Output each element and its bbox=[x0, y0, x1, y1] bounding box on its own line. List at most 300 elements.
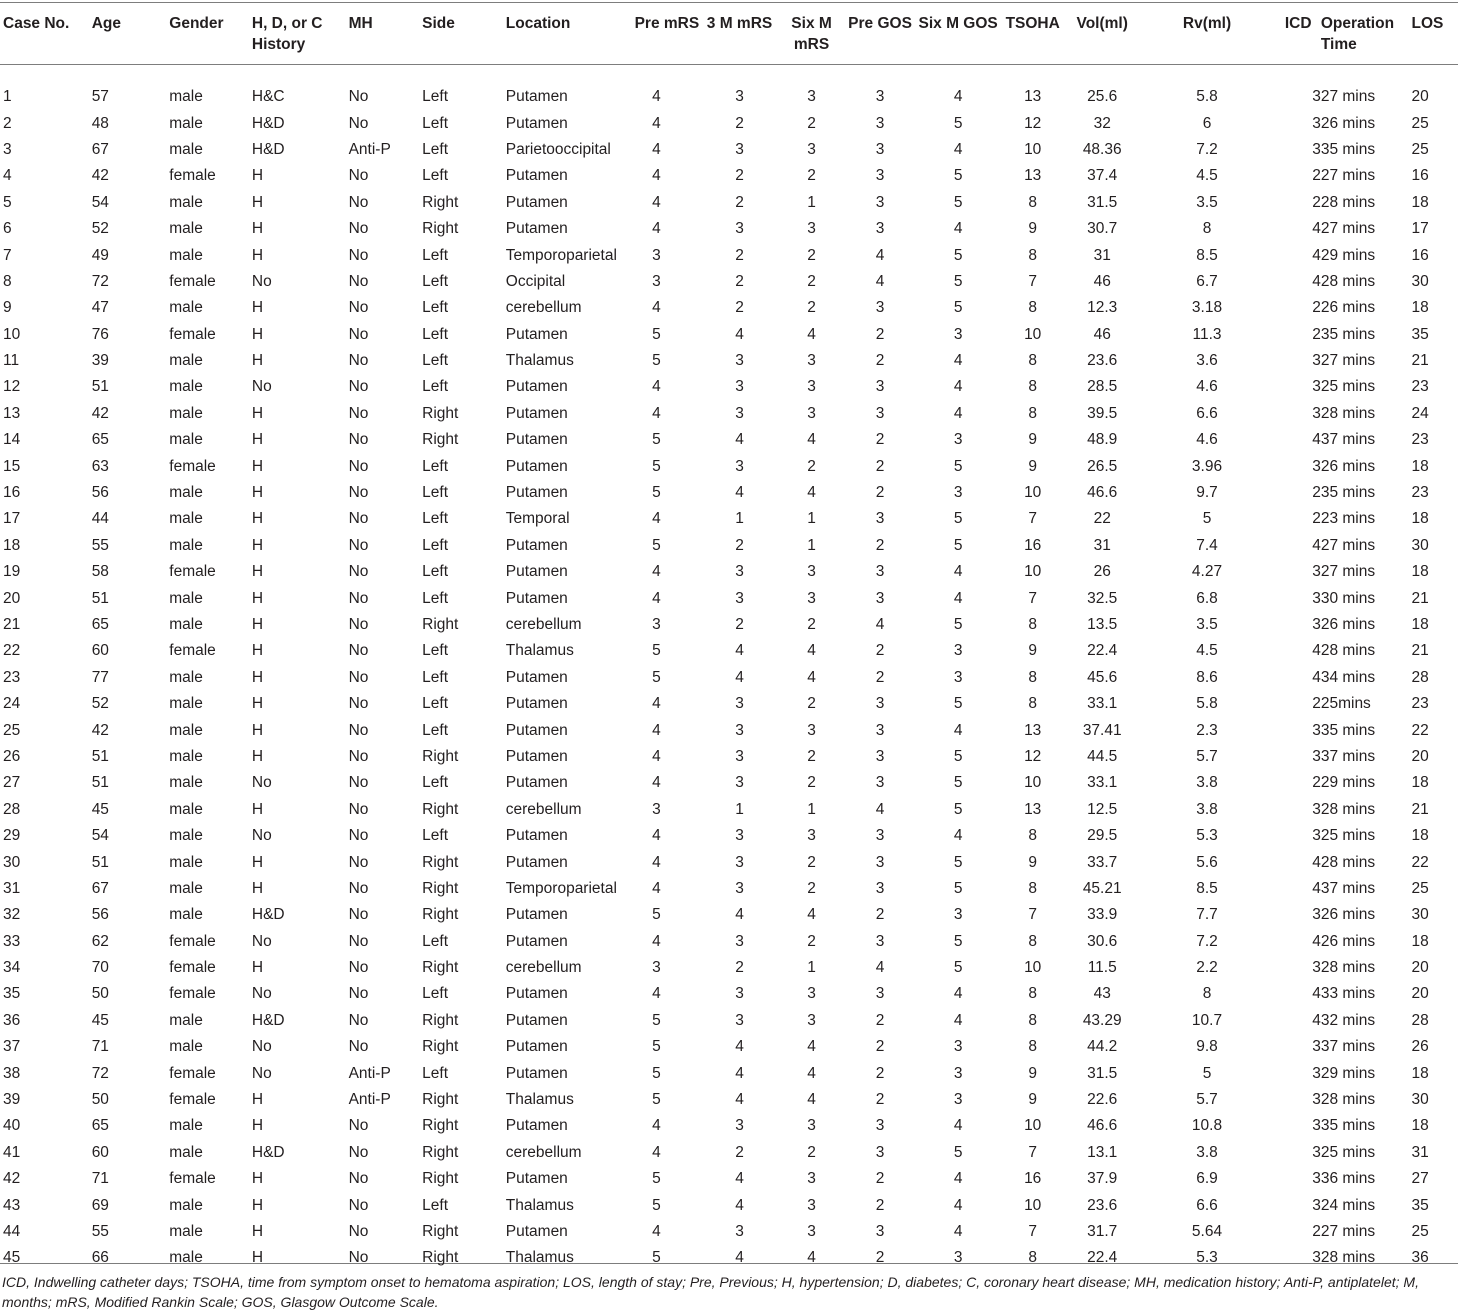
cell-case-no: 25 bbox=[3, 721, 21, 739]
cell-vol: 26 bbox=[1093, 563, 1111, 581]
cell-icd: 3 bbox=[1312, 1038, 1321, 1056]
cell-operation-time: 32 mins bbox=[1320, 1011, 1376, 1029]
cell-history: H bbox=[251, 246, 264, 264]
cell-six-m-gos: 4 bbox=[953, 1196, 963, 1214]
cell-location: Putamen bbox=[505, 536, 568, 554]
cell-mh: No bbox=[348, 325, 369, 343]
cell-case-no: 14 bbox=[3, 431, 21, 449]
cell-3m-mrs: 3 bbox=[735, 1117, 744, 1135]
cell-case-no: 32 bbox=[3, 906, 21, 924]
cell-six-m-mrs: 4 bbox=[807, 906, 816, 924]
cell-gender: female bbox=[169, 959, 216, 977]
cell-side: Left bbox=[422, 378, 448, 396]
cell-tsoha: 7 bbox=[1028, 1222, 1037, 1240]
cell-location: Parietooccipital bbox=[505, 140, 611, 158]
cell-los: 18 bbox=[1411, 774, 1429, 792]
cell-mh: No bbox=[348, 510, 369, 528]
cell-vol: 48.36 bbox=[1082, 140, 1122, 158]
cell-side: Left bbox=[422, 932, 448, 950]
cell-rv: 6.7 bbox=[1196, 272, 1218, 290]
cell-los: 23 bbox=[1411, 484, 1429, 502]
cell-pre-mrs: 4 bbox=[652, 1143, 661, 1161]
cell-los: 20 bbox=[1411, 747, 1429, 765]
cell-age: 65 bbox=[91, 1117, 109, 1135]
cell-history: No bbox=[251, 272, 272, 290]
column-header-six-m-mrs: Six M mRS bbox=[791, 15, 832, 53]
cell-vol: 32 bbox=[1093, 114, 1111, 132]
cell-side: Right bbox=[422, 1011, 459, 1029]
table-footnote: ICD, Indwelling catheter days; TSOHA, time from symptom onset to hematoma aspiration; LOS, length of stay; Pre, Previous; H, hypertension; D, diabetes; C, coronary heart disease; MH, medication history; Anti-P, antiplatelet; M, months; mRS, Modified Rankin Scale; GOS, Glasgow Outcome Scale. bbox=[2, 1274, 1419, 1310]
cell-case-no: 34 bbox=[3, 959, 21, 977]
cell-pre-gos: 3 bbox=[875, 140, 885, 158]
cell-tsoha: 7 bbox=[1028, 906, 1037, 924]
cell-side: Right bbox=[422, 616, 459, 633]
table-row bbox=[0, 981, 1458, 1007]
cell-tsoha: 9 bbox=[1028, 220, 1037, 238]
cell-tsoha: 10 bbox=[1024, 325, 1042, 343]
cell-case-no: 19 bbox=[3, 563, 21, 581]
table-row bbox=[0, 1113, 1458, 1139]
cell-history: No bbox=[251, 774, 272, 792]
cell-pre-mrs: 4 bbox=[652, 88, 661, 106]
cell-operation-time: 29 mins bbox=[1320, 1064, 1376, 1082]
cell-operation-time: 28 mins bbox=[1320, 272, 1376, 290]
cell-rv: 3.5 bbox=[1196, 616, 1218, 633]
cell-age: 51 bbox=[91, 378, 109, 396]
cell-case-no: 40 bbox=[3, 1117, 21, 1135]
cell-location: Putamen bbox=[505, 695, 568, 713]
cell-pre-gos: 3 bbox=[875, 1143, 885, 1161]
cell-icd: 2 bbox=[1312, 1222, 1321, 1240]
cell-side: Left bbox=[422, 140, 448, 158]
cell-six-m-gos: 4 bbox=[953, 721, 963, 739]
cell-history: H bbox=[251, 299, 264, 317]
cell-gender: male bbox=[169, 695, 203, 713]
cell-location: Thalamus bbox=[505, 1249, 574, 1267]
cell-location: Thalamus bbox=[505, 352, 574, 370]
cell-case-no: 23 bbox=[3, 668, 21, 686]
cell-age: 72 bbox=[91, 272, 109, 290]
cell-six-m-mrs: 3 bbox=[807, 220, 816, 238]
cell-3m-mrs: 3 bbox=[735, 747, 744, 765]
cell-gender: male bbox=[169, 827, 203, 845]
cell-history: H bbox=[251, 879, 264, 897]
cell-six-m-gos: 4 bbox=[953, 378, 963, 396]
cell-3m-mrs: 3 bbox=[735, 88, 744, 106]
cell-vol: 22.4 bbox=[1087, 642, 1118, 660]
cell-case-no: 35 bbox=[3, 985, 21, 1003]
cell-operation-time: 26 mins bbox=[1320, 616, 1376, 633]
cell-pre-mrs: 4 bbox=[652, 404, 661, 422]
cell-tsoha: 7 bbox=[1028, 589, 1037, 607]
cell-pre-gos: 3 bbox=[875, 510, 885, 528]
cell-location: cerebellum bbox=[505, 1143, 582, 1161]
cell-six-m-gos: 3 bbox=[953, 668, 963, 686]
cell-age: 45 bbox=[91, 800, 109, 818]
cell-side: Right bbox=[422, 1038, 459, 1056]
cell-icd: 4 bbox=[1312, 431, 1321, 449]
cell-age: 65 bbox=[91, 431, 109, 449]
cell-icd: 3 bbox=[1312, 1117, 1321, 1135]
cell-los: 35 bbox=[1411, 325, 1429, 343]
table-row bbox=[0, 453, 1458, 479]
cell-location: Putamen bbox=[505, 88, 568, 106]
cell-case-no: 44 bbox=[3, 1222, 21, 1240]
cell-age: 51 bbox=[91, 774, 109, 792]
cell-pre-gos: 2 bbox=[875, 1011, 885, 1029]
cell-pre-mrs: 4 bbox=[652, 193, 661, 211]
cell-age: 66 bbox=[91, 1249, 109, 1267]
cell-rv: 3.8 bbox=[1196, 1143, 1218, 1161]
cell-tsoha: 9 bbox=[1028, 1091, 1037, 1109]
cell-rv: 4.5 bbox=[1196, 167, 1218, 185]
cell-history: H bbox=[251, 1170, 264, 1188]
cell-six-m-mrs: 3 bbox=[807, 352, 816, 370]
cell-six-m-gos: 5 bbox=[953, 853, 963, 871]
cell-tsoha: 13 bbox=[1024, 800, 1042, 818]
cell-mh: No bbox=[348, 563, 369, 581]
cell-gender: male bbox=[169, 721, 203, 739]
cell-case-no: 10 bbox=[3, 325, 21, 343]
cell-tsoha: 10 bbox=[1024, 140, 1042, 158]
cell-history: H bbox=[251, 589, 264, 607]
cell-pre-mrs: 4 bbox=[652, 563, 661, 581]
cell-case-no: 29 bbox=[3, 827, 21, 845]
cell-rv: 6.9 bbox=[1196, 1170, 1218, 1188]
cell-pre-mrs: 4 bbox=[652, 114, 661, 132]
cell-mh: No bbox=[348, 378, 369, 396]
cell-pre-gos: 3 bbox=[875, 378, 885, 396]
cell-case-no: 15 bbox=[3, 457, 21, 475]
cell-tsoha: 9 bbox=[1028, 431, 1037, 449]
cell-pre-gos: 2 bbox=[875, 1249, 885, 1267]
cell-gender: male bbox=[169, 193, 203, 211]
cell-icd: 2 bbox=[1312, 193, 1321, 211]
cell-3m-mrs: 4 bbox=[735, 906, 744, 924]
cell-side: Left bbox=[422, 563, 448, 581]
cell-six-m-mrs: 3 bbox=[807, 378, 816, 396]
column-header-age: Age bbox=[91, 15, 121, 32]
cell-pre-mrs: 4 bbox=[652, 510, 661, 528]
cell-gender: male bbox=[169, 1038, 203, 1056]
cell-case-no: 39 bbox=[3, 1091, 21, 1109]
cell-vol: 22.6 bbox=[1087, 1091, 1118, 1109]
column-header-operation-time: Operation Time bbox=[1320, 15, 1395, 53]
cell-rv: 6.8 bbox=[1196, 589, 1218, 607]
cell-tsoha: 8 bbox=[1028, 1011, 1037, 1029]
cell-mh: Anti-P bbox=[348, 1064, 391, 1082]
cell-location: Putamen bbox=[505, 563, 568, 581]
cell-rv: 2.2 bbox=[1196, 959, 1218, 977]
cell-tsoha: 8 bbox=[1028, 932, 1037, 950]
cell-pre-mrs: 4 bbox=[652, 167, 661, 185]
cell-vol: 12.3 bbox=[1087, 299, 1118, 317]
cell-pre-mrs: 4 bbox=[652, 747, 661, 765]
cell-3m-mrs: 3 bbox=[735, 721, 744, 739]
cell-pre-mrs: 4 bbox=[652, 220, 661, 238]
cell-rv: 3.8 bbox=[1196, 800, 1218, 818]
cell-los: 18 bbox=[1411, 510, 1429, 528]
cell-six-m-mrs: 3 bbox=[807, 140, 816, 158]
cell-pre-mrs: 3 bbox=[652, 272, 661, 290]
cell-los: 18 bbox=[1411, 299, 1429, 317]
cell-vol: 48.9 bbox=[1087, 431, 1118, 449]
cell-vol: 30.7 bbox=[1087, 220, 1118, 238]
cell-operation-time: 34 mins bbox=[1320, 668, 1376, 686]
cell-age: 76 bbox=[91, 325, 109, 343]
cell-history: H&D bbox=[251, 140, 285, 158]
cell-history: H bbox=[251, 616, 264, 633]
cell-case-no: 30 bbox=[3, 853, 21, 871]
cell-pre-mrs: 5 bbox=[652, 1038, 661, 1056]
table-row bbox=[0, 744, 1458, 770]
cell-gender: male bbox=[169, 1143, 203, 1161]
cell-los: 30 bbox=[1411, 536, 1429, 554]
cell-gender: male bbox=[169, 589, 203, 607]
cell-six-m-gos: 4 bbox=[953, 827, 963, 845]
cell-rv: 9.8 bbox=[1196, 1038, 1218, 1056]
cell-rv: 5.7 bbox=[1196, 747, 1218, 765]
table-row bbox=[0, 137, 1458, 163]
cell-case-no: 13 bbox=[3, 404, 21, 422]
cell-case-no: 43 bbox=[3, 1196, 21, 1214]
cell-side: Left bbox=[422, 325, 448, 343]
column-header-location: Location bbox=[505, 15, 571, 32]
cell-case-no: 42 bbox=[3, 1170, 21, 1188]
cell-six-m-mrs: 2 bbox=[807, 167, 816, 185]
cell-pre-mrs: 3 bbox=[652, 800, 661, 818]
cell-age: 56 bbox=[91, 906, 109, 924]
cell-vol: 31 bbox=[1093, 536, 1111, 554]
cell-3m-mrs: 3 bbox=[735, 774, 744, 792]
cell-age: 67 bbox=[91, 879, 109, 897]
cell-los: 18 bbox=[1411, 457, 1429, 475]
cell-mh: No bbox=[348, 985, 369, 1003]
cell-3m-mrs: 3 bbox=[735, 695, 744, 713]
cell-age: 54 bbox=[91, 193, 109, 211]
cell-tsoha: 12 bbox=[1024, 747, 1042, 765]
cell-los: 30 bbox=[1411, 1091, 1429, 1109]
cell-pre-mrs: 5 bbox=[652, 1249, 661, 1267]
cell-operation-time: 25 mins bbox=[1320, 1143, 1376, 1161]
cell-history: H bbox=[251, 642, 264, 660]
cell-pre-gos: 3 bbox=[875, 167, 885, 185]
cell-side: Right bbox=[422, 220, 459, 238]
cell-icd: 3 bbox=[1312, 1143, 1321, 1161]
cell-mh: No bbox=[348, 853, 369, 871]
cell-operation-time: 28 mins bbox=[1320, 853, 1376, 871]
cell-icd: 3 bbox=[1312, 404, 1321, 422]
cell-age: 42 bbox=[91, 721, 109, 739]
cell-case-no: 2 bbox=[3, 114, 12, 132]
cell-six-m-mrs: 3 bbox=[807, 1222, 816, 1240]
cell-operation-time: 27 mins bbox=[1320, 167, 1376, 185]
cell-tsoha: 9 bbox=[1028, 642, 1037, 660]
cell-los: 28 bbox=[1411, 668, 1429, 686]
cell-case-no: 33 bbox=[3, 932, 21, 950]
cell-tsoha: 8 bbox=[1028, 1038, 1037, 1056]
cell-side: Right bbox=[422, 404, 459, 422]
cell-side: Left bbox=[422, 484, 448, 502]
cell-six-m-gos: 5 bbox=[953, 800, 963, 818]
cell-mh: No bbox=[348, 457, 369, 475]
cell-six-m-gos: 5 bbox=[953, 774, 963, 792]
cell-age: 72 bbox=[91, 1064, 109, 1082]
cell-vol: 31.5 bbox=[1087, 1064, 1118, 1082]
table-row bbox=[0, 1087, 1458, 1113]
cell-side: Right bbox=[422, 747, 459, 765]
cell-rv: 7.7 bbox=[1196, 906, 1218, 924]
cell-rv: 3.8 bbox=[1196, 774, 1218, 792]
cell-six-m-gos: 4 bbox=[953, 1170, 963, 1188]
cell-pre-gos: 3 bbox=[875, 695, 885, 713]
cell-case-no: 4 bbox=[3, 167, 12, 185]
cell-mh: No bbox=[348, 800, 369, 818]
cell-3m-mrs: 3 bbox=[735, 853, 744, 871]
cell-gender: female bbox=[169, 1170, 216, 1188]
cell-los: 21 bbox=[1411, 352, 1429, 370]
cell-pre-mrs: 5 bbox=[652, 1011, 661, 1029]
cell-gender: male bbox=[169, 431, 203, 449]
cell-los: 17 bbox=[1411, 220, 1429, 238]
cell-gender: male bbox=[169, 1011, 203, 1029]
table-row bbox=[0, 190, 1458, 216]
cell-six-m-gos: 5 bbox=[953, 299, 963, 317]
cell-age: 55 bbox=[91, 1222, 109, 1240]
cell-icd: 2 bbox=[1312, 774, 1321, 792]
cell-gender: male bbox=[169, 246, 203, 264]
table-row bbox=[0, 506, 1458, 532]
cell-case-no: 8 bbox=[3, 272, 12, 290]
cell-history: H bbox=[251, 747, 264, 765]
cell-pre-gos: 4 bbox=[875, 800, 885, 818]
cell-operation-time: 27 mins bbox=[1320, 1222, 1376, 1240]
cell-pre-mrs: 5 bbox=[652, 457, 661, 475]
cell-age: 60 bbox=[91, 1143, 109, 1161]
cell-six-m-gos: 5 bbox=[953, 879, 963, 897]
cell-mh: No bbox=[348, 879, 369, 897]
cell-operation-time: 27 mins bbox=[1320, 352, 1376, 370]
cell-location: Putamen bbox=[505, 431, 568, 449]
cell-pre-gos: 4 bbox=[875, 616, 885, 633]
cell-pre-gos: 2 bbox=[875, 431, 885, 449]
cell-operation-time: 37 mins bbox=[1320, 747, 1376, 765]
cell-gender: male bbox=[169, 879, 203, 897]
cell-location: Putamen bbox=[505, 668, 568, 686]
data-table bbox=[0, 3, 1458, 1272]
cell-history: H bbox=[251, 193, 264, 211]
cell-side: Right bbox=[422, 431, 459, 449]
cell-los: 20 bbox=[1411, 959, 1429, 977]
cell-six-m-mrs: 4 bbox=[807, 1038, 816, 1056]
cell-mh: No bbox=[348, 827, 369, 845]
cell-pre-mrs: 5 bbox=[652, 352, 661, 370]
cell-icd: 3 bbox=[1312, 747, 1321, 765]
cell-side: Left bbox=[422, 642, 448, 660]
cell-location: Putamen bbox=[505, 1117, 568, 1135]
cell-icd: 3 bbox=[1312, 1064, 1321, 1082]
cell-pre-mrs: 5 bbox=[652, 1170, 661, 1188]
cell-3m-mrs: 4 bbox=[735, 1249, 744, 1267]
cell-tsoha: 8 bbox=[1028, 352, 1037, 370]
cell-age: 52 bbox=[91, 695, 109, 713]
cell-side: Right bbox=[422, 800, 459, 818]
cell-rv: 8.6 bbox=[1196, 668, 1218, 686]
cell-mh: No bbox=[348, 642, 369, 660]
cell-six-m-gos: 4 bbox=[953, 140, 963, 158]
cell-tsoha: 7 bbox=[1028, 1143, 1037, 1161]
cell-operation-time: 27 mins bbox=[1320, 536, 1376, 554]
cell-icd: 3 bbox=[1312, 1091, 1321, 1109]
cell-tsoha: 16 bbox=[1024, 1170, 1042, 1188]
cell-vol: 32.5 bbox=[1087, 589, 1118, 607]
cell-six-m-gos: 5 bbox=[953, 114, 963, 132]
cell-los: 21 bbox=[1411, 800, 1429, 818]
cell-tsoha: 12 bbox=[1024, 114, 1042, 132]
cell-3m-mrs: 4 bbox=[735, 325, 744, 343]
cell-gender: female bbox=[169, 642, 216, 660]
table-row bbox=[0, 1192, 1458, 1218]
cell-icd: 4 bbox=[1312, 1011, 1321, 1029]
cell-pre-mrs: 5 bbox=[652, 1196, 661, 1214]
cell-tsoha: 13 bbox=[1024, 88, 1042, 106]
cell-operation-time: 33 mins bbox=[1320, 985, 1376, 1003]
cell-case-no: 20 bbox=[3, 589, 21, 607]
cell-3m-mrs: 4 bbox=[735, 1196, 744, 1214]
cell-icd: 4 bbox=[1312, 272, 1321, 290]
cell-rv: 5.8 bbox=[1196, 695, 1218, 713]
cell-3m-mrs: 3 bbox=[735, 457, 744, 475]
cell-operation-time: 26 mins bbox=[1320, 299, 1376, 317]
cell-vol: 46 bbox=[1093, 272, 1111, 290]
cell-location: Putamen bbox=[505, 906, 568, 924]
cell-case-no: 27 bbox=[3, 774, 21, 792]
cell-rv: 7.4 bbox=[1196, 536, 1218, 554]
cell-location: cerebellum bbox=[505, 959, 582, 977]
cell-mh: No bbox=[348, 299, 369, 317]
cell-gender: male bbox=[169, 774, 203, 792]
cell-tsoha: 10 bbox=[1024, 774, 1042, 792]
cell-icd: 3 bbox=[1312, 959, 1321, 977]
cell-age: 69 bbox=[91, 1196, 109, 1214]
cell-vol: 31.7 bbox=[1087, 1222, 1118, 1240]
cell-case-no: 31 bbox=[3, 879, 21, 897]
cell-rv: 2.3 bbox=[1196, 721, 1218, 739]
cell-pre-gos: 3 bbox=[875, 589, 885, 607]
table-row bbox=[0, 1060, 1458, 1086]
cell-six-m-mrs: 1 bbox=[807, 536, 816, 554]
cell-six-m-mrs: 2 bbox=[807, 457, 816, 475]
cell-los: 35 bbox=[1411, 1196, 1429, 1214]
cell-mh: No bbox=[348, 352, 369, 370]
cell-age: 60 bbox=[91, 642, 109, 660]
cell-mh: No bbox=[348, 1170, 369, 1188]
cell-age: 50 bbox=[91, 1091, 109, 1109]
cell-side: Left bbox=[422, 88, 448, 106]
cell-vol: 44.2 bbox=[1087, 1038, 1118, 1056]
cell-case-no: 24 bbox=[3, 695, 21, 713]
cell-pre-mrs: 5 bbox=[652, 1064, 661, 1082]
cell-six-m-mrs: 4 bbox=[807, 1091, 816, 1109]
cell-rv: 3.96 bbox=[1191, 457, 1223, 475]
cell-operation-time: 27 mins bbox=[1320, 563, 1376, 581]
cell-gender: male bbox=[169, 404, 203, 422]
cell-3m-mrs: 1 bbox=[735, 800, 744, 818]
cell-location: Thalamus bbox=[505, 1091, 574, 1109]
cell-gender: female bbox=[169, 985, 216, 1003]
cell-rv: 5.6 bbox=[1196, 853, 1218, 871]
cell-tsoha: 8 bbox=[1028, 404, 1037, 422]
